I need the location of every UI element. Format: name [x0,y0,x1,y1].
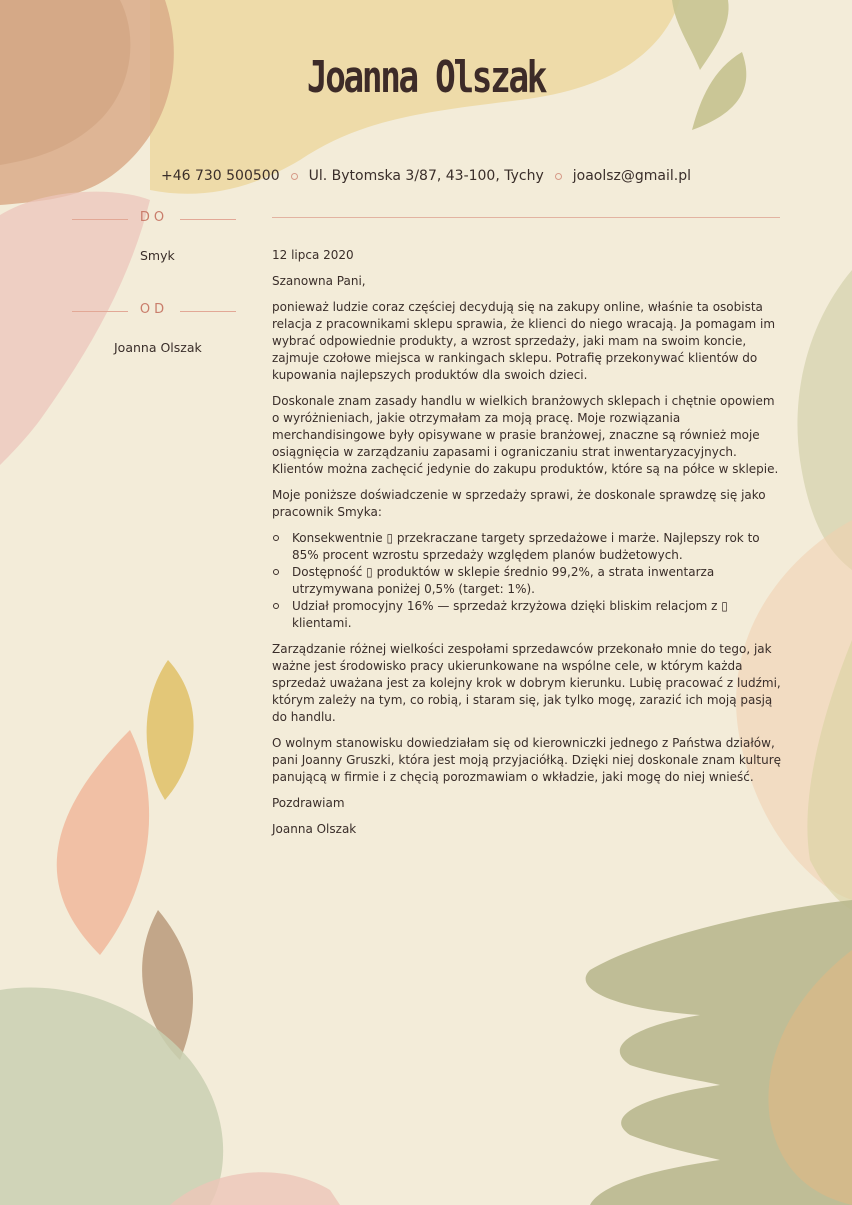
letter-closing: Pozdrawiam [272,796,345,810]
letter-paragraph: Moje poniższe doświadczenie w sprzedaży sprawi, że doskonale sprawdzę się jako pracownik Smyka: [272,488,766,519]
contact-line [0,168,852,184]
separator-dot-icon [291,173,298,180]
letter-paragraph: Doskonale znam zasady handlu w wielkich branżowych sklepach i chętnie opowiem o wyróżnieniach, jakie otrzymałam za moją pracę. Moje rozwiązania merchandisingowe były opisywane w prasie branżowej, znaczne są również moje osiągnięcia w zarządzaniu zapasami i ograniczaniu strat inwentaryzacyjnych. Klientów można zachęcić jedynie do zakupu produktów, które są na półce w sklepie. [272,394,779,476]
letter-paragraph: Zarządzanie różnej wielkości zespołami sprzedawców przekonało mnie do tego, jak ważne jest środowisko pracy ukierunkowane na wspólne cele, w którym każda sprzedaż uważana jest za kolejny krok w dobrym kierunku. Lubię pracować z ludźmi, którym zależy na tym, co robią, i staram się, jak tylko mogę, zarazić ich moją pasją do handlu. [272,642,781,724]
letter-paragraph: O wolnym stanowisku dowiedziałam się od kierowniczki jednego z Państwa działów, pani Joanny Gruszki, która jest moją przyjaciółką. Dzięki niej doskonale znam kulturę panującą w firmie i z chęcią porozmawiam o wkładzie, jaki mogę do niej wnieść. [272,736,782,784]
achievements-list [272,530,784,632]
address-text: Ul. Bytomska 3/87, 43-100, Tychy [308,168,544,184]
left-pink-shape [0,192,150,465]
phone-number: +46 730 500500 [160,168,280,184]
recipient-heading [72,210,236,230]
peach-leaf [57,730,149,955]
separator-dot-icon [555,173,562,180]
list-item: Konsekwentnie ▯ przekraczane targety sprzedażowe i marże. Najlepszy rok to 85% procent wzrostu sprzedaży względem planów budżetowych. [272,530,784,564]
letter-body [272,247,784,847]
letter-signature: Joanna Olszak [272,822,357,836]
letter-date: 12 lipca 2020 [272,248,354,262]
recipient-value: Smyk [140,248,175,263]
sender-value: Joanna Olszak [114,340,202,355]
header-divider [272,217,780,218]
list-item: Udział promocyjny 16% — sprzedaż krzyżowa dzięki bliskim relacjom z ▯ klientami. [272,598,784,632]
yellow-leaf [147,660,194,800]
applicant-name-title: Joanna Olszak [306,52,546,103]
letter-paragraph: ponieważ ludzie coraz częściej decydują się na zakupy online, właśnie ta osobista relacja z pracownikami sklepu sprawia, że klienci do niego wracają. Ja pomagam im wybrać odpowiednie produkty, a wzrost sprzedaży, jaki mam na swoim koncie, zajmuje czołowe miejsca w rankingach sklepu. Potrafię przekonywać klientów do kupowania najlepszych produktów dla swoich dzieci. [272,300,776,382]
email-address[interactable]: joaolsz@gmail.pl [572,168,692,184]
letter-salutation: Szanowna Pani, [272,274,366,288]
sender-heading [72,302,236,322]
list-item: Dostępność ▯ produktów w sklepie średnio 99,2%, a strata inwentarza utrzymywana poniżej 0,5% (target: 1%). [272,564,784,598]
sender-label: OD [139,302,169,317]
recipient-label: DO [139,210,169,225]
